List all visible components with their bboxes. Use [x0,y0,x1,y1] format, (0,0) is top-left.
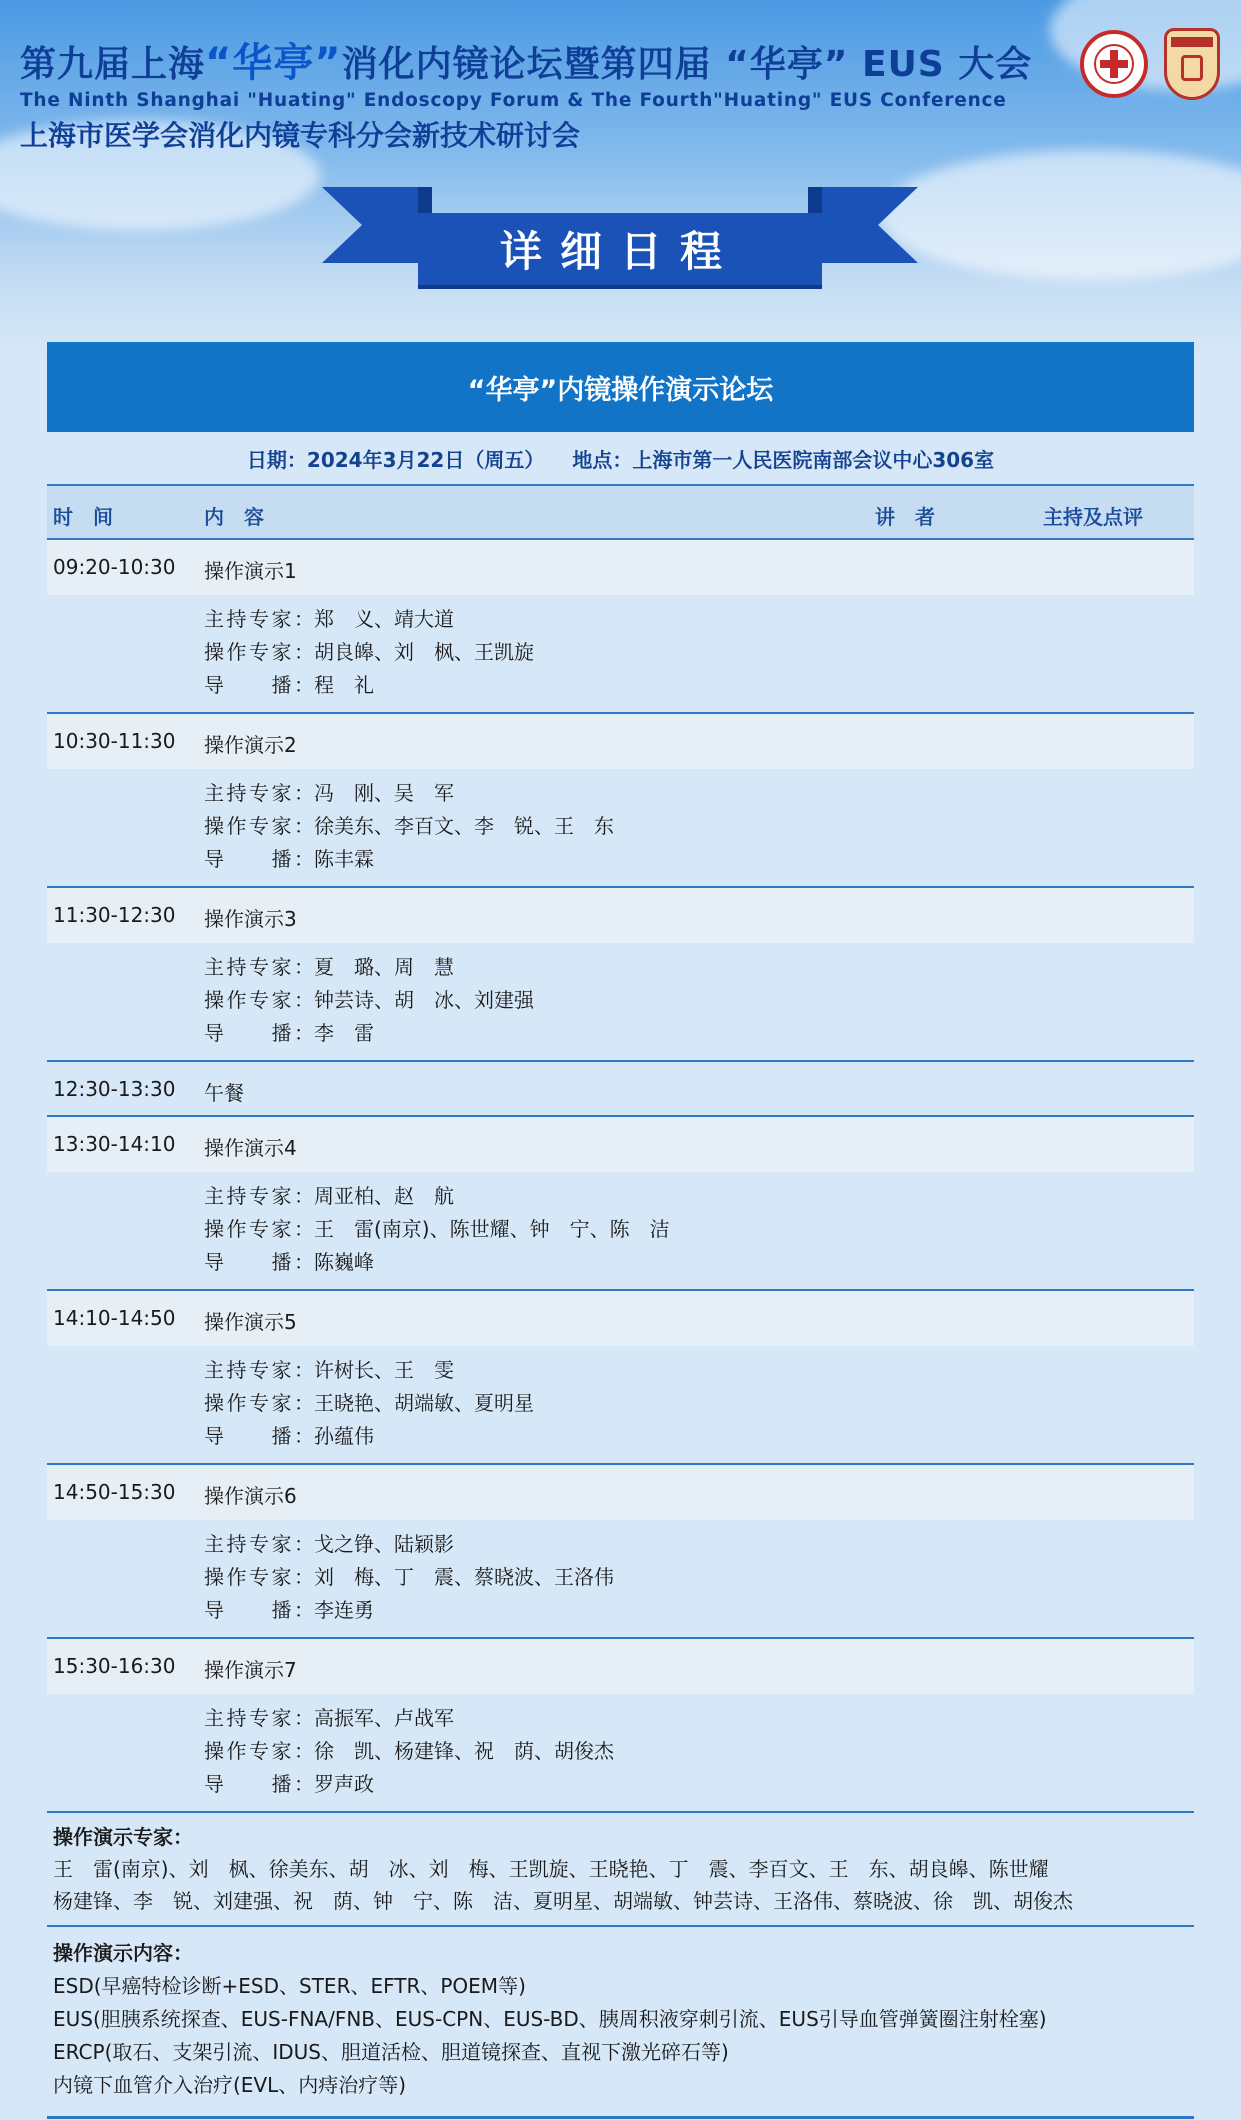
ribbon-label-box [418,213,822,289]
session-details [47,595,1194,712]
director-name: 罗声政 [314,1772,374,1796]
director-label: 导 播： [204,1772,314,1796]
host-label: 主持专家： [204,1706,314,1730]
host-names: 郑 义、靖大道 [314,607,454,631]
experts-list: 杨建锋、李 锐、刘建强、祝 荫、钟 宁、陈 洁、夏明星、胡端敏、钟芸诗、王洛伟、蔡晓波、徐 凯、胡俊杰 [53,1889,1073,1913]
session-topic: 操作演示4 [204,1136,297,1160]
director-name: 陈巍峰 [314,1250,374,1274]
operation-item: ERCP(取石、支架引流、IDUS、胆道活检、胆道镜探查、直视下激光碎石等) [53,2040,729,2064]
hospital-emblem-logo-icon [1164,28,1220,100]
title-part: 消化内镜论坛暨第四届 “华亭” EUS 大会 [341,44,1033,85]
session-topic: 操作演示3 [204,907,297,931]
session-header [47,1465,1194,1520]
session-block [47,714,1194,888]
session-block [47,1117,1194,1291]
operator-label: 操作专家： [204,1565,314,1589]
host-label: 主持专家： [204,607,314,631]
session-details [47,1172,1194,1289]
session-time: 11:30-12:30 [53,903,176,927]
society-seal-logo-icon [1080,30,1148,98]
forum-title: “华亭”内镜操作演示论坛 [467,374,774,406]
operator-label: 操作专家： [204,988,314,1012]
date-venue-line [47,432,1194,484]
director-name: 李连勇 [314,1598,374,1622]
session-header [47,1291,1194,1346]
session-topic: 操作演示5 [204,1310,297,1334]
operator-label: 操作专家： [204,1217,314,1241]
operator-label: 操作专家： [204,640,314,664]
host-names: 戈之铮、陆颖影 [314,1532,454,1556]
operator-label: 操作专家： [204,1739,314,1763]
experts-heading: 操作演示专家： [53,1825,193,1849]
experts-list: 王 雷(南京)、刘 枫、徐美东、胡 冰、刘 梅、王凯旋、王晓艳、丁 震、李百文、王 东、胡良皞、陈世耀 [53,1857,1049,1881]
session-time: 15:30-16:30 [53,1654,176,1678]
forum-venue: 地点：上海市第一人民医院南部会议中心306室 [572,447,995,472]
operator-label: 操作专家： [204,814,314,838]
experts-section [47,1813,1194,1927]
session-header [47,888,1194,943]
forum-date: 日期：2024年3月22日（周五） [246,447,545,472]
host-names: 周亚柏、赵 航 [314,1184,454,1208]
host-label: 主持专家： [204,1358,314,1382]
lunch-row [47,1062,1194,1117]
operator-names: 徐美东、李百文、李 锐、王 东 [314,814,614,838]
lunch-time: 12:30-13:30 [53,1077,176,1101]
title-highlight: “华亭” [205,40,342,86]
operator-names: 刘 梅、丁 震、蔡晓波、王洛伟 [314,1565,614,1589]
session-block [47,540,1194,714]
director-label: 导 播： [204,1598,314,1622]
session-topic: 操作演示7 [204,1658,297,1682]
director-name: 陈丰霖 [314,847,374,871]
director-name: 程 礼 [314,673,374,697]
page-title [20,40,1060,88]
operator-names: 钟芸诗、胡 冰、刘建强 [314,988,534,1012]
session-time: 13:30-14:10 [53,1132,176,1156]
session-details [47,769,1194,886]
session-header [47,1639,1194,1694]
section-ribbon [322,185,918,290]
operator-label: 操作专家： [204,1391,314,1415]
operator-names: 王晓艳、胡端敏、夏明星 [314,1391,534,1415]
session-details [47,1346,1194,1463]
host-names: 冯 刚、吴 军 [314,781,454,805]
host-label: 主持专家： [204,955,314,979]
host-label: 主持专家： [204,781,314,805]
host-names: 夏 璐、周 慧 [314,955,454,979]
operation-item: EUS(胆胰系统探查、EUS-FNA/FNB、EUS-CPN、EUS-BD、胰周积液穿刺引流、EUS引导血管弹簧圈注射栓塞) [53,2007,1047,2031]
session-header [47,714,1194,769]
session-topic: 操作演示1 [204,559,297,583]
page-title-english: The Ninth Shanghai "Huating" Endoscopy Forum & The Fourth"Huating" EUS Conference [20,90,1007,111]
session-header [47,540,1194,595]
operator-names: 徐 凯、杨建锋、祝 荫、胡俊杰 [314,1739,614,1763]
operation-item: ESD(早癌特检诊断+ESD、STER、EFTR、POEM等) [53,1974,526,1998]
session-time: 14:10-14:50 [53,1306,176,1330]
session-time: 14:50-15:30 [53,1480,176,1504]
director-name: 李 雷 [314,1021,374,1045]
host-label: 主持专家： [204,1532,314,1556]
session-block [47,1465,1194,1639]
operator-names: 王 雷(南京)、陈世耀、钟 宁、陈 洁 [314,1217,670,1241]
col-content: 内 容 [204,505,264,529]
session-topic: 操作演示6 [204,1484,297,1508]
operation-item: 内镜下血管介入治疗(EVL、内痔治疗等) [53,2073,407,2097]
col-time: 时 间 [53,505,113,529]
cloud [880,150,1241,280]
page-header [20,40,1060,154]
director-name: 孙蕴伟 [314,1424,374,1448]
director-label: 导 播： [204,1021,314,1045]
host-names: 高振军、卢战军 [314,1706,454,1730]
director-label: 导 播： [204,847,314,871]
col-speaker: 讲 者 [875,505,935,529]
session-block [47,1291,1194,1465]
ribbon-label: 详细日程 [499,227,740,276]
forum-banner [47,342,1194,432]
director-label: 导 播： [204,673,314,697]
session-block [47,888,1194,1062]
director-label: 导 播： [204,1250,314,1274]
lunch-label: 午餐 [204,1081,244,1105]
session-details [47,943,1194,1060]
host-label: 主持专家： [204,1184,314,1208]
session-time: 09:20-10:30 [53,555,176,579]
table-header [47,484,1194,540]
schedule [47,342,1194,2119]
host-names: 许树长、王 雯 [314,1358,454,1382]
session-details [47,1520,1194,1637]
director-label: 导 播： [204,1424,314,1448]
title-part: 第九届上海 [20,44,206,85]
operator-names: 胡良皞、刘 枫、王凯旋 [314,640,534,664]
operations-heading: 操作演示内容： [53,1941,193,1965]
session-details [47,1694,1194,1811]
session-topic: 操作演示2 [204,733,297,757]
col-host: 主持及点评 [1043,505,1143,529]
page-subtitle: 上海市医学会消化内镜专科分会新技术研讨会 [20,119,581,152]
operations-section [47,1927,1194,2119]
session-header [47,1117,1194,1172]
session-block [47,1639,1194,1813]
session-time: 10:30-11:30 [53,729,176,753]
